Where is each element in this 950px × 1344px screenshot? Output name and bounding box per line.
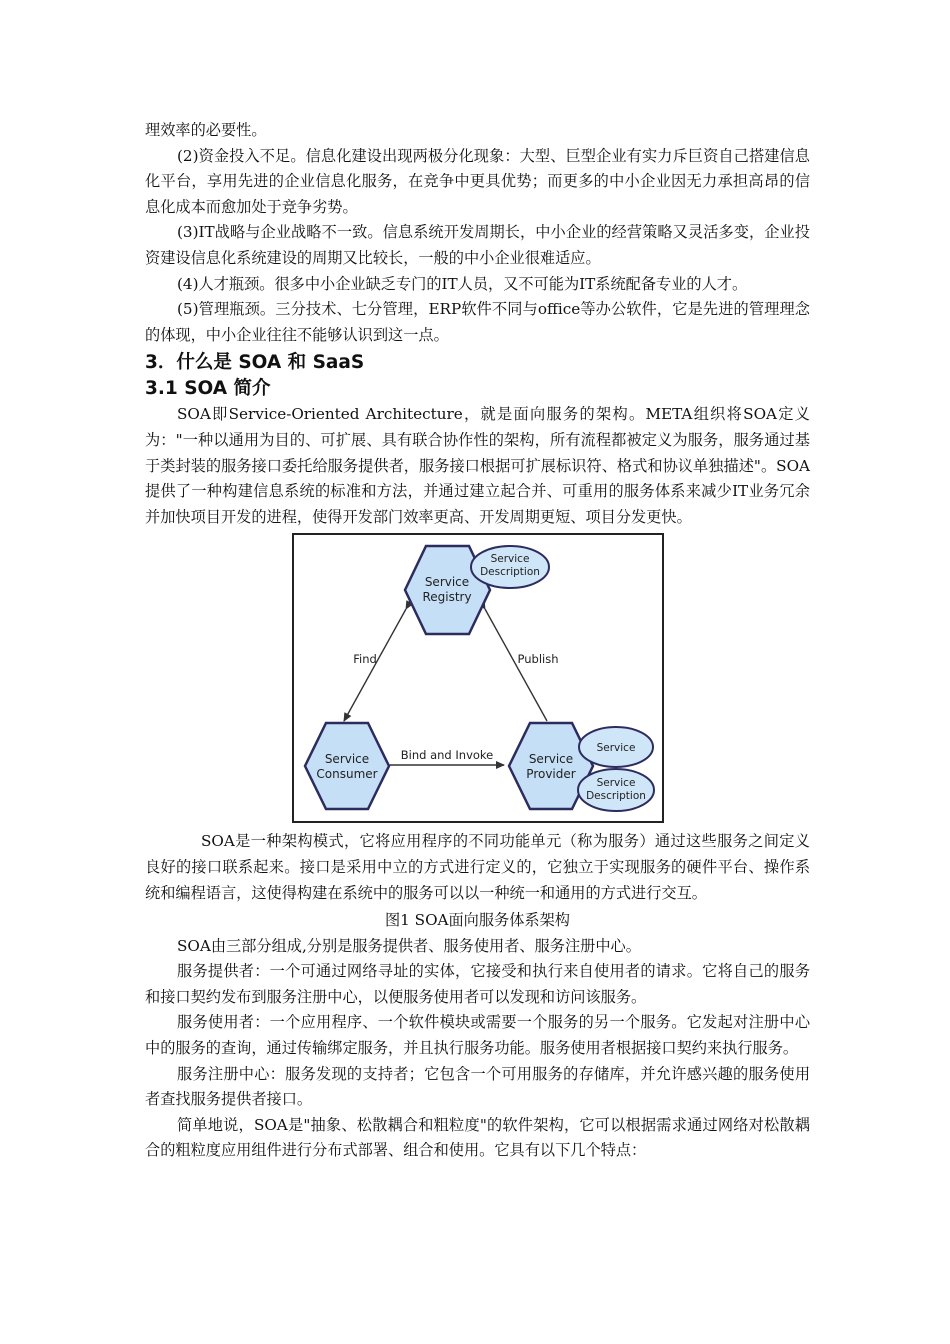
- provider-label-line1: Service: [528, 752, 573, 767]
- paragraph-it-strategy: (3)IT战略与企业战略不一致。信息系统开发周期长，中小企业的经营策略又灵活多变，企业投资建设信息化系统建设的周期又比较长，一般的中小企业很难适应。: [145, 223, 810, 267]
- provider-desc-line1: Service: [596, 777, 635, 790]
- section-heading-3-1: 3.1 SOA 简介: [145, 378, 271, 400]
- find-label: Find: [352, 652, 377, 667]
- paragraph-service-provider: 服务提供者：一个可通过网络寻址的实体，它接受和执行来自使用者的请求。它将自己的服务和接口契约发布到服务注册中心，以便服务使用者可以发现和访问该服务。: [145, 962, 810, 1006]
- provider-label-line2: Provider: [525, 767, 576, 782]
- figure-caption: 图1 SOA面向服务体系架构: [384, 911, 570, 930]
- document-page: [145, 118, 810, 1164]
- registry-label-line2: Registry: [421, 590, 472, 605]
- paragraph-continuation: 理效率的必要性。: [145, 121, 267, 139]
- registry-desc-line2: Description: [479, 566, 540, 579]
- section-heading-3: 3．什么是 SOA 和 SaaS: [145, 352, 365, 374]
- provider-service-label: Service: [596, 742, 635, 755]
- soa-diagram-svg: [294, 535, 662, 821]
- paragraph-soa-summary: 简单地说，SOA是"抽象、松散耦合和粗粒度"的软件架构，它可以根据需求通过网络对松散耦合的粗粒度应用组件进行分布式部署、组合和使用。它具有以下几个特点：: [145, 1115, 810, 1160]
- figure-container: [145, 533, 810, 823]
- paragraph-soa-components: SOA由三部分组成,分别是服务提供者、服务使用者、服务注册中心。: [177, 936, 641, 955]
- publish-label: Publish: [517, 652, 558, 667]
- registry-label-line1: Service: [424, 575, 469, 590]
- provider-desc-line2: Description: [585, 790, 646, 803]
- consumer-label-line1: Service: [324, 752, 369, 767]
- bind-invoke-label: Bind and Invoke: [400, 748, 493, 763]
- paragraph-service-registry: 服务注册中心：服务发现的支持者；它包含一个可用服务的存储库，并允许感兴趣的服务使用者查找服务提供者接口。: [145, 1064, 810, 1109]
- paragraph-management: (5)管理瓶颈。三分技术、七分管理，ERP软件不同与office等办公软件，它是先进的管理理念的体现，中小企业往往不能够认识到这一点。: [145, 300, 810, 344]
- paragraph-funding: (2)资金投入不足。信息化建设出现两极分化现象：大型、巨型企业有实力斥巨资自己搭建信息化平台，享用先进的企业信息化服务，在竞争中更具优势；而更多的中小企业因无力承担高昂的信息化成本而愈加处于竞争劣势。: [145, 146, 810, 216]
- consumer-label-line2: Consumer: [315, 767, 378, 782]
- paragraph-soa-intro: SOA即Service-Oriented Architecture，就是面向服务的架构。META组织将SOA定义为："一种以通用为目的、可扩展、具有联合协作性的架构，所有流程都被定义为服务，服务通过基于类封装的服务接口委托给服务提供者，服务接口根据可扩展标识符、格式和协议单独描述"。SOA提供了一种构建信息系统的标准和方法，并通过建立起合并、可重用的服务体系来减少IT业务冗余并加快项目开发的进程，使得开发部门效率更高、开发周期更短、项目分发更快。: [145, 405, 810, 526]
- registry-desc-line1: Service: [490, 553, 529, 566]
- paragraph-talent: (4)人才瓶颈。很多中小企业缺乏专门的IT人员，又不可能为IT系统配备专业的人才。: [177, 274, 748, 293]
- consumer-hexagon: [305, 723, 389, 809]
- paragraph-service-consumer: 服务使用者：一个应用程序、一个软件模块或需要一个服务的另一个服务。它发起对注册中心中的服务的查询，通过传输绑定服务，并且执行服务功能。服务使用者根据接口契约来执行服务。: [145, 1013, 810, 1058]
- paragraph-figure-explanation: SOA是一种架构模式，它将应用程序的不同功能单元（称为服务）通过这些服务之间定义良好的接口联系起来。接口是采用中立的方式进行定义的，它独立于实现服务的硬件平台、操作系统和编程语言，这使得构建在系统中的服务可以以一种统一和通用的方式进行交互。: [145, 832, 810, 902]
- soa-diagram: [292, 533, 664, 823]
